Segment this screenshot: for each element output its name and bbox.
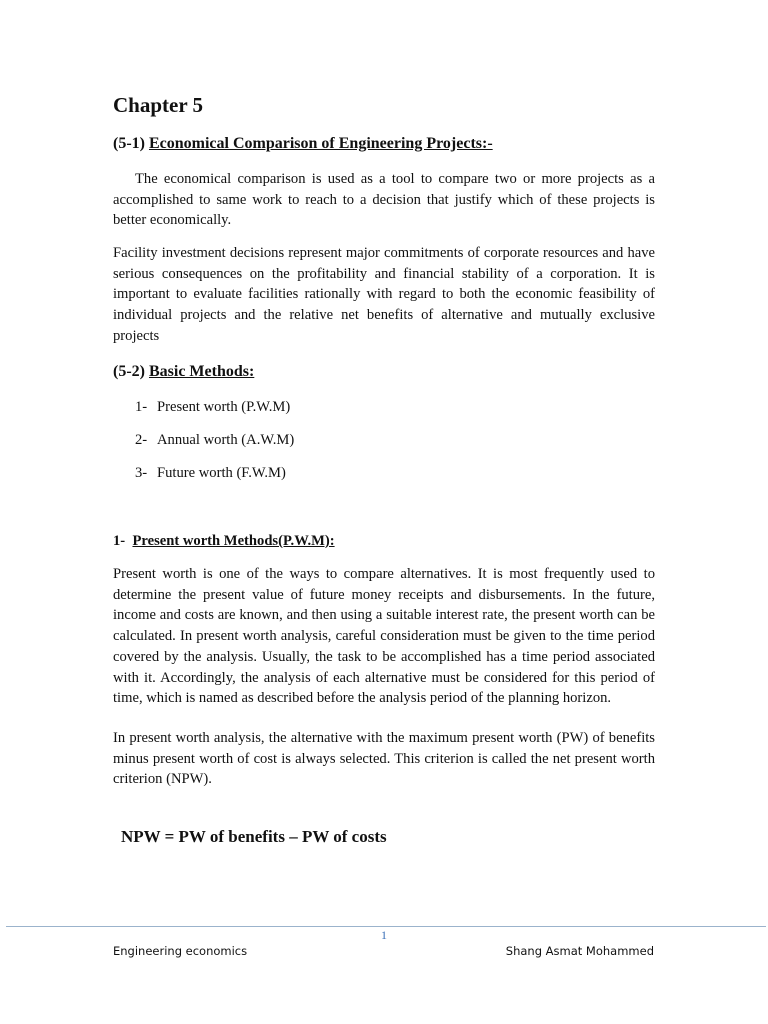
section-number: (5-1) — [113, 135, 145, 152]
paragraph-present-worth: Present worth is one of the ways to compare alternatives. It is most frequently used to determine the present value of future money receipts and disbursements. In the future, income and costs are known, and then using a suitable interest rate, the present worth can be calculated. In present worth analysis, careful consideration must be given to the time period covered by the analysis. Usually, the task to be accomplished has a time period associated with it. Accordingly, the analysis of each alternative must be considered for this period of time, which is named as described before the analysis period of the planning horizon. — [113, 566, 655, 707]
list-item: 1- Present worth (P.W.M) — [135, 399, 291, 415]
section-heading-5-1 — [113, 134, 493, 154]
section-heading-5-2 — [113, 362, 254, 382]
list-item: 2- Annual worth (A.W.M) — [135, 432, 295, 448]
list-item: 3- Future worth (F.W.M) — [135, 465, 286, 481]
subsection-heading-present-worth — [113, 531, 335, 551]
paragraph-economical-comparison: The economical comparison is used as a tool to compare two or more projects as a accomplished to same work to reach to a decision that justify which of these projects is better economically. — [113, 171, 655, 229]
npw-formula: NPW = PW of benefits – PW of costs — [121, 827, 387, 846]
subsection-title: Present worth Methods(P.W.M): — [132, 533, 335, 549]
footer-author: Shang Asmat Mohammed — [505, 944, 654, 958]
footer-course-title: Engineering economics — [113, 944, 248, 958]
section-number: (5-2) — [113, 363, 145, 380]
page-number: 1 — [381, 928, 387, 942]
methods-list — [135, 397, 294, 496]
paragraph-facility-investment: Facility investment decisions represent major commitments of corporate resources and have serious consequences on the profitability and financial stability of a corporation. It is important to evaluate facilities rationally with regard to both the economic feasibility of individual projects and the relative net benefits of alternative and mutually exclusive projects — [113, 245, 655, 344]
section-title: Basic Methods: — [148, 363, 255, 380]
section-title: Economical Comparison of Engineering Projects:- — [148, 135, 493, 152]
chapter-title: Chapter 5 — [113, 93, 204, 117]
paragraph-npw-criterion: In present worth analysis, the alternative with the maximum present worth (PW) of benefits minus present worth of cost is always selected. This criterion is called the net present worth criterion (NPW). — [113, 730, 655, 788]
subsection-number: 1- — [113, 533, 126, 549]
